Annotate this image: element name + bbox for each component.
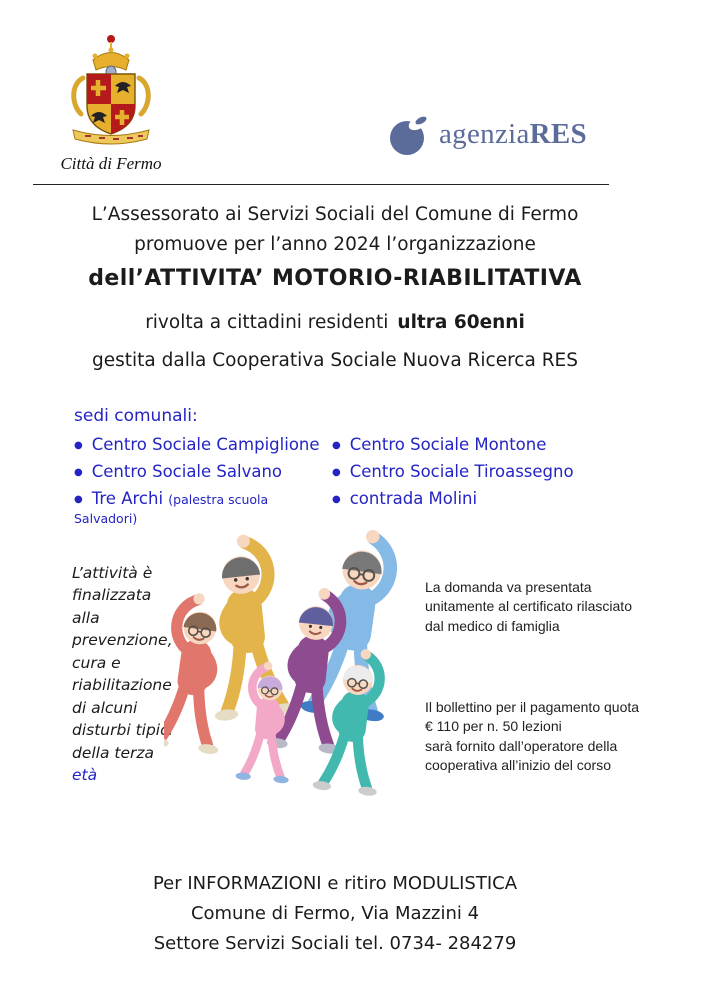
- audience-prefix: rivolta a cittadini residenti: [145, 312, 389, 333]
- audience-target: ultra 60enni: [397, 312, 525, 333]
- header-divider: [33, 184, 609, 185]
- venues-list: [74, 435, 574, 527]
- footer-contact: [35, 869, 635, 959]
- coat-of-arms-icon: [65, 30, 157, 148]
- venue-item-contrada-molini: [332, 489, 574, 527]
- bullet-icon: ●: [74, 440, 83, 451]
- bullet-icon: ●: [74, 494, 83, 505]
- intro-line-2: promuove per l’anno 2024 l’organizzazione: [134, 234, 536, 255]
- payment-note: Il bollettino per il pagamento quota € 110 per n. 50 lezioni sarà fornito dall’operatore della cooperativa all’inizio del corso: [425, 699, 640, 773]
- intro-line-1: L’Assessorato ai Servizi Sociali del Comune di Fermo: [91, 204, 579, 225]
- venue-label: Centro Sociale Tiroassegno: [349, 462, 574, 481]
- venue-item-tre-archi: [74, 489, 332, 527]
- venue-item-campiglione: [74, 435, 332, 454]
- activity-title: dell’ATTIVITA’ MOTORIO-RIABILITATIVA: [88, 266, 582, 291]
- bullet-icon: ●: [332, 440, 341, 451]
- agency-name-suffix: RES: [529, 117, 587, 150]
- venues-heading: sedi comunali:: [74, 406, 198, 426]
- purpose-body: L’attività è finalizzata alla prevenzione, cura e riabilitazione di alcuni disturbi tipici della terza: [72, 564, 173, 762]
- fermo-coat-of-arms: [56, 30, 166, 174]
- agency-name-prefix: agenzia: [439, 117, 530, 150]
- application-note: La domanda va presentata unitamente al certificato rilasciato dal medico di famiglia: [425, 579, 632, 634]
- purpose-highlight: età: [72, 766, 98, 785]
- venues-section: [74, 406, 574, 527]
- venue-item-montone: [332, 435, 574, 454]
- footer-line-info: Per INFORMAZIONI e ritiro MODULISTICA: [152, 873, 518, 894]
- venue-label: Centro Sociale Salvano: [91, 462, 283, 481]
- bullet-icon: ●: [332, 467, 341, 478]
- venue-item-salvano: [74, 462, 332, 481]
- venue-label: Centro Sociale Campiglione: [91, 435, 320, 454]
- agency-name: [439, 118, 587, 151]
- footer-line-phone: Settore Servizi Sociali tel. 0734- 284279: [153, 933, 517, 954]
- venue-label: Centro Sociale Montone: [349, 435, 547, 454]
- seniors-exercise-illustration: [164, 528, 444, 838]
- bullet-icon: ●: [332, 494, 341, 505]
- venue-note: (palestra scuola Salvadori): [74, 492, 269, 526]
- agenziares-logo: [386, 110, 587, 158]
- bullet-icon: ●: [74, 467, 83, 478]
- venue-label: Tre Archi: [91, 489, 164, 508]
- venue-item-tiroassegno: [332, 462, 574, 481]
- managed-by-line: gestita dalla Cooperativa Sociale Nuova Ricerca RES: [92, 350, 578, 371]
- audience-line: [35, 312, 635, 333]
- footer-line-address: Comune di Fermo, Via Mazzini 4: [190, 903, 480, 924]
- venue-label: contrada Molini: [349, 489, 478, 508]
- agenziares-dot-icon: [386, 110, 432, 158]
- city-label: Città di Fermo: [60, 154, 162, 173]
